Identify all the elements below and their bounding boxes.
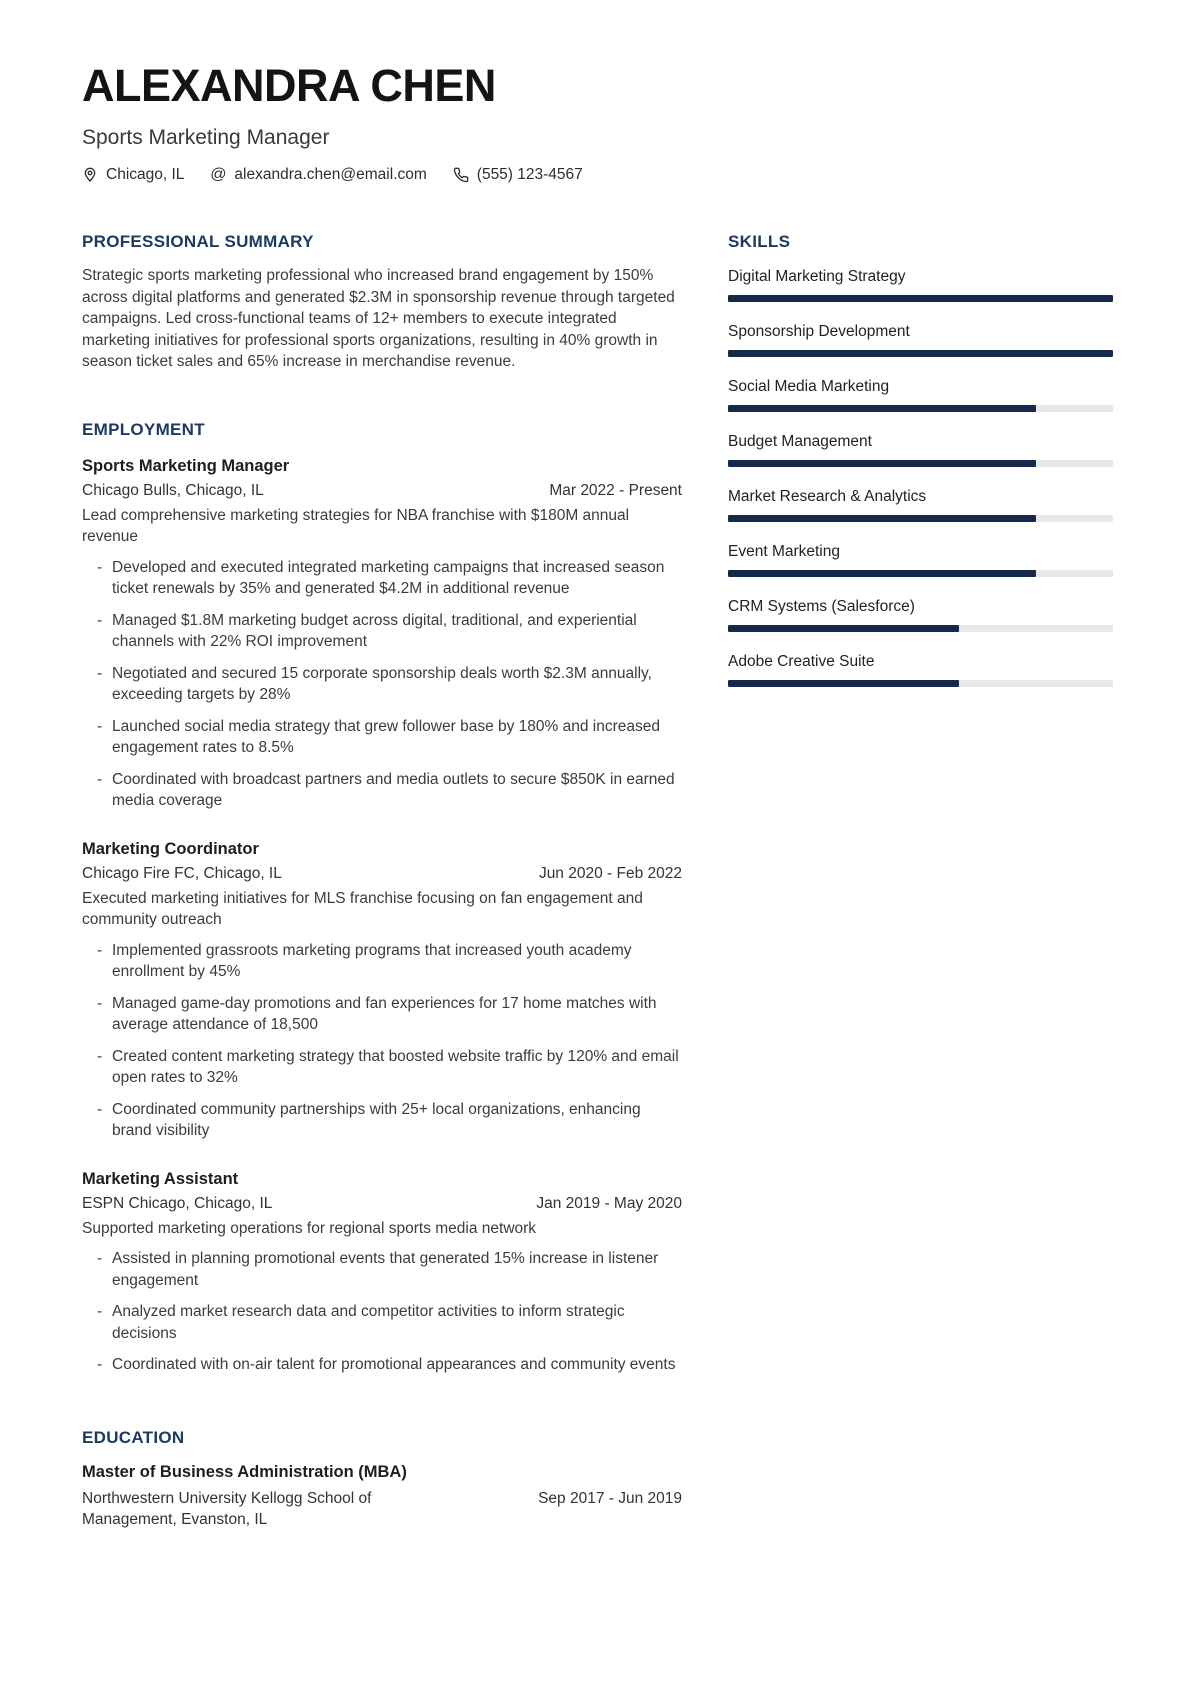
job-bullets	[82, 557, 682, 812]
skill-bar-fill	[728, 405, 1036, 412]
skill-label: Adobe Creative Suite	[728, 653, 875, 671]
job-bullet: - Managed game-day promotions and fan experiences for 17 home matches with average attendance of 18,500	[82, 993, 682, 1036]
section-summary	[82, 232, 682, 373]
job-title: Marketing Coordinator	[82, 839, 259, 858]
job-company: ESPN Chicago, Chicago, IL	[82, 1194, 273, 1212]
skill-label: Market Research & Analytics	[728, 488, 927, 506]
contact-location-text: Chicago, IL	[106, 166, 185, 184]
education-school: Northwestern University Kellogg School of Management, Evanston, IL	[82, 1489, 372, 1529]
sidebar-column	[728, 232, 1113, 708]
job-summary: Lead comprehensive marketing strategies for NBA franchise with $180M annual revenue	[82, 506, 630, 546]
contact-phone	[453, 166, 583, 184]
skills-list	[728, 268, 1113, 687]
contact-row	[82, 166, 1113, 184]
section-heading-education: EDUCATION	[82, 1427, 185, 1447]
skill-bar-track	[728, 350, 1113, 357]
job-bullet: - Managed $1.8M marketing budget across digital, traditional, and experiential channels with 22% ROI improvement	[82, 610, 682, 653]
education-dates: Sep 2017 - Jun 2019	[538, 1489, 682, 1507]
skill-label: Sponsorship Development	[728, 323, 910, 341]
skill-item	[728, 653, 1113, 687]
content-columns	[82, 232, 1113, 1531]
job-bullets	[82, 940, 682, 1142]
section-employment	[82, 420, 682, 1376]
skill-bar-track	[728, 460, 1113, 467]
job-bullet: - Launched social media strategy that grew follower base by 180% and increased engagement rates to 8.5%	[82, 716, 682, 759]
job-title: Sports Marketing Manager	[82, 456, 290, 475]
employment-jobs	[82, 457, 682, 1376]
phone-icon	[453, 167, 469, 183]
job-bullet: - Analyzed market research data and competitor activities to inform strategic decisions	[82, 1301, 682, 1344]
job-bullet: - Created content marketing strategy that boosted website traffic by 120% and email open rates to 32%	[82, 1046, 682, 1089]
skill-item	[728, 378, 1113, 412]
job-company: Chicago Bulls, Chicago, IL	[82, 481, 264, 499]
skill-item	[728, 323, 1113, 357]
skill-label: Digital Marketing Strategy	[728, 268, 906, 286]
skill-item	[728, 598, 1113, 632]
education-row	[82, 1488, 682, 1531]
skill-label: Budget Management	[728, 433, 872, 451]
skill-bar-fill	[728, 515, 1036, 522]
job-meta-row	[82, 865, 682, 883]
section-heading-employment: EMPLOYMENT	[82, 419, 205, 439]
skill-bar-track	[728, 515, 1113, 522]
job-dates: Mar 2022 - Present	[549, 481, 682, 499]
job-title: Marketing Assistant	[82, 1169, 239, 1188]
contact-email-text: alexandra.chen@email.com	[234, 166, 427, 184]
job-bullet: - Negotiated and secured 15 corporate sponsorship deals worth $2.3M annually, exceeding targets by 28%	[82, 663, 682, 706]
skill-bar-fill	[728, 350, 1113, 357]
header	[82, 62, 1113, 184]
job-meta-row	[82, 1195, 682, 1213]
job-bullets	[82, 1248, 682, 1376]
skill-label: CRM Systems (Salesforce)	[728, 598, 915, 616]
candidate-name: ALEXANDRA CHEN	[82, 60, 496, 111]
job-dates: Jun 2020 - Feb 2022	[538, 864, 682, 882]
job-summary: Supported marketing operations for regional sports media network	[82, 1219, 537, 1237]
job-entry	[82, 840, 682, 1142]
skill-label: Event Marketing	[728, 543, 840, 561]
candidate-title: Sports Marketing Manager	[82, 126, 330, 150]
job-summary: Executed marketing initiatives for MLS franchise focusing on fan engagement and community outreach	[82, 889, 643, 929]
contact-location	[82, 166, 184, 184]
skill-bar-fill	[728, 460, 1036, 467]
summary-text: Strategic sports marketing professional who increased brand engagement by 150% across digital platforms and generated $2.3M in sponsorship revenue through targeted campaigns. Led cross-functional teams of 12+ members to execute integrated marketing initiatives for professional sports organizations, resulting in 40% growth in season ticket sales and 65% increase in merchandise revenue.	[82, 267, 675, 371]
contact-email	[210, 166, 426, 184]
job-dates: Jan 2019 - May 2020	[536, 1194, 682, 1212]
section-heading-summary: PROFESSIONAL SUMMARY	[82, 232, 314, 252]
at-sign-icon: @	[210, 166, 227, 184]
section-education	[82, 1428, 682, 1531]
skill-bar-track	[728, 570, 1113, 577]
job-bullet: - Developed and executed integrated marketing campaigns that increased season ticket renewals by 35% and generated $4.2M in additional revenue	[82, 557, 682, 600]
education-degree: Master of Business Administration (MBA)	[82, 1462, 407, 1481]
job-meta-row	[82, 482, 682, 500]
skill-bar-fill	[728, 680, 959, 687]
skill-bar-track	[728, 405, 1113, 412]
job-bullet: - Coordinated community partnerships with 25+ local organizations, enhancing brand visibility	[82, 1099, 682, 1142]
skill-item	[728, 543, 1113, 577]
skill-bar-fill	[728, 570, 1036, 577]
job-bullet: - Coordinated with on-air talent for promotional appearances and community events	[82, 1354, 682, 1376]
job-bullet: - Assisted in planning promotional events that generated 15% increase in listener engagement	[82, 1248, 682, 1291]
skill-bar-fill	[728, 295, 1113, 302]
skill-item	[728, 268, 1113, 302]
job-company: Chicago Fire FC, Chicago, IL	[82, 864, 282, 882]
job-bullet: - Implemented grassroots marketing programs that increased youth academy enrollment by 45%	[82, 940, 682, 983]
skill-item	[728, 488, 1113, 522]
skill-item	[728, 433, 1113, 467]
section-skills	[728, 232, 1113, 687]
contact-phone-text: (555) 123-4567	[476, 166, 583, 184]
section-heading-skills: SKILLS	[728, 232, 791, 252]
job-entry	[82, 457, 682, 812]
skill-bar-track	[728, 295, 1113, 302]
skill-bar-track	[728, 680, 1113, 687]
skill-bar-fill	[728, 625, 959, 632]
skill-label: Social Media Marketing	[728, 378, 890, 396]
job-entry	[82, 1170, 682, 1376]
job-bullet: - Coordinated with broadcast partners and media outlets to secure $850K in earned media coverage	[82, 769, 682, 812]
location-pin-icon	[82, 167, 98, 183]
main-column	[82, 232, 682, 1531]
skill-bar-track	[728, 625, 1113, 632]
